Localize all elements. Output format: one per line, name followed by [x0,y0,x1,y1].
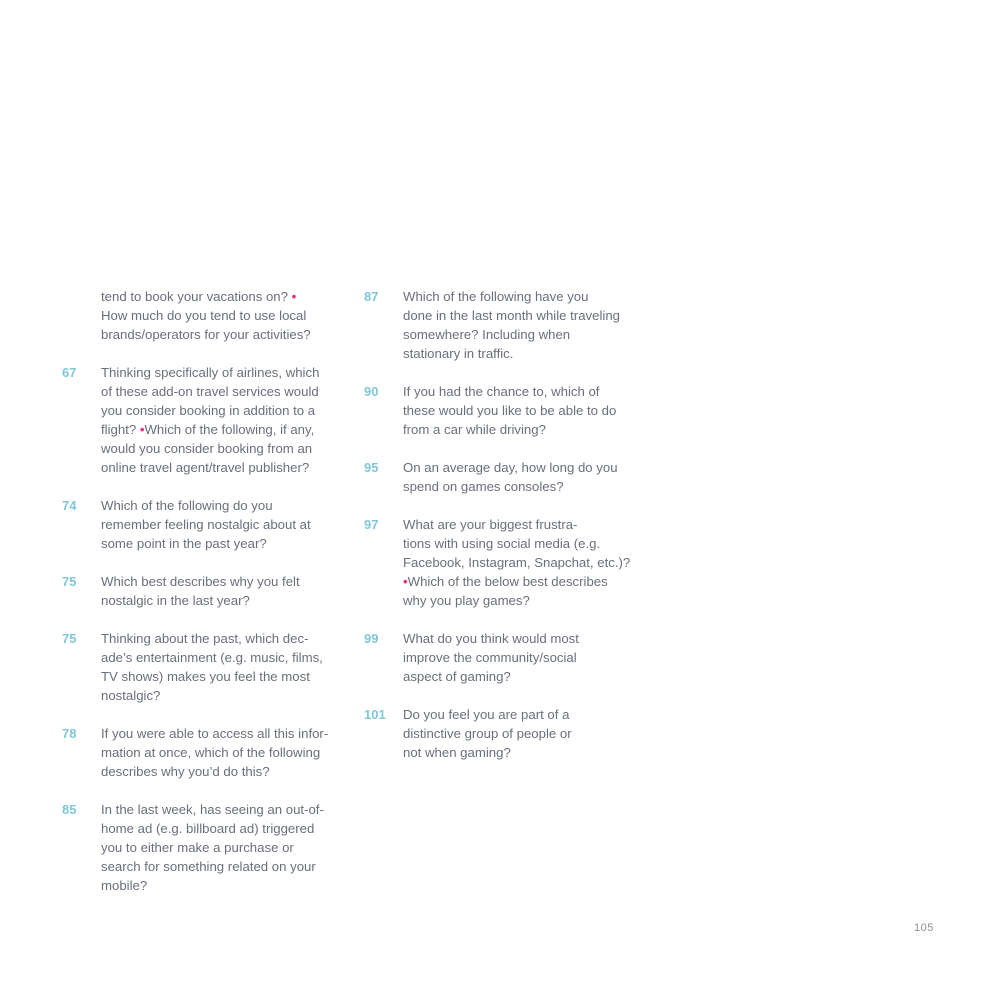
question-line: stationary in traffic. [403,346,514,361]
question-entry [364,515,654,610]
bullet-separator-icon: • [403,574,408,589]
question-page-reference: 67 [62,365,77,380]
question-text [101,496,342,553]
question-line: brands/operators for your activities? [101,327,311,342]
question-line: mobile? [101,878,148,893]
question-page-reference: 99 [364,631,379,646]
question-text [403,382,654,439]
question-line: spend on games consoles? [403,479,564,494]
question-entry [62,629,342,705]
question-text [403,515,654,610]
question-line: Do you feel you are part of a [403,707,570,722]
right-question-column [364,287,654,781]
question-line: some point in the past year? [101,536,267,551]
question-line: would you consider booking from an [101,441,313,456]
question-line: home ad (e.g. billboard ad) triggered [101,821,315,836]
question-entry [364,287,654,363]
question-page-reference: 101 [364,707,386,722]
question-line: you to either make a purchase or [101,840,294,855]
bullet-separator-icon: • [139,422,145,437]
question-line: Thinking specifically of airlines, which [101,365,320,380]
question-entry [62,724,342,781]
question-line: online travel agent/travel publisher? [101,460,310,475]
question-line: On an average day, how long do you [403,460,618,475]
question-line: tend to book your vacations on? • [101,289,297,304]
question-line: from a car while driving? [403,422,546,437]
question-line: Which of the following have you [403,289,589,304]
question-entry [364,705,654,762]
question-line: these would you like to be able to do [403,403,617,418]
question-page-reference: 75 [62,574,77,589]
question-text [403,629,654,686]
question-line: of these add-on travel services would [101,384,319,399]
question-line: remember feeling nostalgic about at [101,517,311,532]
question-line: you consider booking in addition to a [101,403,316,418]
question-entry [364,382,654,439]
question-line: nostalgic? [101,688,161,703]
question-line: somewhere? Including when [403,327,571,342]
question-line: nostalgic in the last year? [101,593,250,608]
question-line: distinctive group of people or [403,726,572,741]
question-line: flight? •Which of the following, if any, [101,422,315,437]
question-entry [62,287,342,344]
question-text [101,800,342,895]
question-text [403,287,654,363]
question-text [101,572,342,610]
question-line: •Which of the below best describes [403,574,608,589]
question-line: Which best describes why you felt [101,574,300,589]
question-line: If you had the chance to, which of [403,384,600,399]
question-line: Facebook, Instagram, Snapchat, etc.)? [403,555,631,570]
question-line: How much do you tend to use local [101,308,307,323]
question-entry [62,496,342,553]
question-line: tions with using social media (e.g. [403,536,601,551]
left-question-column [62,287,342,914]
question-page-reference: 97 [364,517,379,532]
question-line: ade’s entertainment (e.g. music, films, [101,650,323,665]
question-line: What do you think would most [403,631,579,646]
question-line: done in the last month while traveling [403,308,620,323]
question-line: aspect of gaming? [403,669,511,684]
question-line: In the last week, has seeing an out-of- [101,802,324,817]
question-page-reference: 75 [62,631,77,646]
question-line: describes why you’d do this? [101,764,270,779]
question-line: not when gaming? [403,745,511,760]
question-text [403,458,654,496]
question-text [101,363,342,477]
question-text [101,629,342,705]
question-page-reference: 78 [62,726,77,741]
question-line: TV shows) makes you feel the most [101,669,310,684]
question-line: Thinking about the past, which dec- [101,631,309,646]
question-line: improve the community/social [403,650,577,665]
question-line: why you play games? [403,593,530,608]
question-text [101,287,342,344]
question-text [101,724,342,781]
question-page-reference: 90 [364,384,379,399]
question-entry [62,800,342,895]
question-page-reference: 85 [62,802,77,817]
page-number: 105 [914,922,934,934]
bullet-separator-icon: • [291,289,297,304]
question-page-reference: 95 [364,460,379,475]
question-line: What are your biggest frustra- [403,517,578,532]
question-entry [62,572,342,610]
question-page-reference: 74 [62,498,77,513]
question-line: If you were able to access all this infor- [101,726,329,741]
question-entry [364,629,654,686]
question-line: search for something related on your [101,859,316,874]
question-entry [364,458,654,496]
question-line: Which of the following do you [101,498,273,513]
question-text [403,705,654,762]
question-line: mation at once, which of the following [101,745,321,760]
question-entry [62,363,342,477]
question-page-reference: 87 [364,289,379,304]
